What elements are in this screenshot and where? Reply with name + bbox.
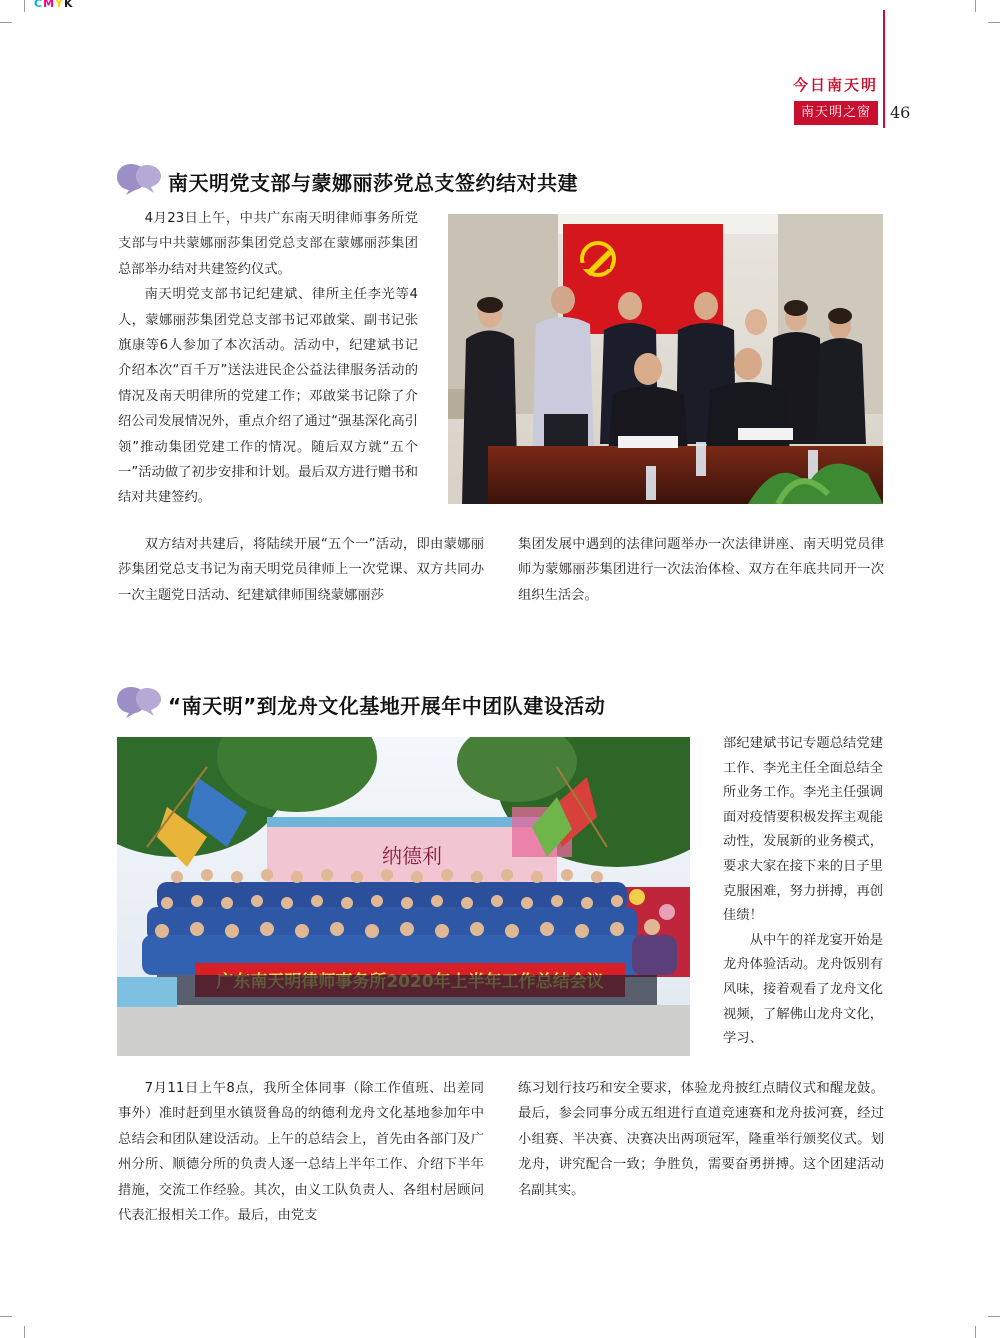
article1-paragraph-3-left: 双方结对共建后，将陆续开展“五个一”活动，即由蒙娜丽莎集团党总支书记为南天明党员律师上一次党课、双方共同办一次主题党日活动、纪建斌律师围绕蒙娜丽莎 bbox=[118, 537, 484, 603]
column-title: 今日南天明 bbox=[792, 76, 878, 94]
section-tag: 南天明之窗 bbox=[794, 101, 878, 125]
speech-bubbles-icon bbox=[116, 685, 162, 719]
article2-right-paragraph-1: 部纪建斌书记专题总结党建工作、李光主任全面总结全所业务工作。李光主任强调面对疫情要积极发挥主观能动性，发展新的业务模式，要求大家在接下来的日子里克服困难，努力拼搏，再创佳绩！ bbox=[723, 736, 883, 924]
crop-mark bbox=[24, 0, 25, 12]
cmyk-c: C bbox=[34, 0, 44, 10]
article2-right-column bbox=[723, 732, 883, 1052]
article1-text-column bbox=[118, 206, 418, 511]
article2-bottom-right bbox=[518, 1076, 884, 1203]
team-group-illustration bbox=[117, 737, 690, 1056]
article2-right-paragraph-2: 从中午的祥龙宴开始是龙舟体验活动。龙舟饭别有风味，接着观看了龙舟文化视频，了解佛山龙舟文化，学习、 bbox=[723, 932, 883, 1047]
cmyk-print-mark bbox=[34, 0, 74, 10]
article2-paragraph-continued: 练习划行技巧和安全要求，体验龙舟披红点睛仪式和醒龙鼓。最后，参会同事分成五组进行直道竞速赛和龙舟拔河赛，经过小组赛、半决赛、决赛决出两项冠军，隆重举行颁奖仪式。划龙舟，讲究配合一致；争胜负，需要奋勇拼搏。这个团建活动名副其实。 bbox=[518, 1081, 884, 1198]
speech-bubbles-icon bbox=[116, 162, 162, 196]
backdrop-text: 纳德利 bbox=[382, 844, 442, 868]
article2-paragraph-1: 7月11日上午8点，我所全体同事（除工作值班、出差同事外）准时赶到里水镇贤鲁岛的纳德利龙舟文化基地参加年中总结会和团队建设活动。上午的总结会上，首先由各部门及广州分所、顺德分所的负责人逐一总结上半年工作、介绍下半年措施，交流工作经验。其次，由义工队负责人、各组村居顾问代表汇报相关工作。最后，由党支 bbox=[118, 1081, 484, 1224]
page-number: 46 bbox=[890, 103, 911, 122]
team-group-photo bbox=[117, 737, 690, 1056]
crop-mark bbox=[975, 0, 976, 12]
article1-bottom-left bbox=[118, 532, 484, 608]
cmyk-k: K bbox=[64, 0, 74, 10]
article1-paragraph-1: 4月23日上午，中共广东南天明律师事务所党支部与中共蒙娜丽莎集团党总支部在蒙娜丽莎集团总部举办结对共建签约仪式。 bbox=[118, 211, 418, 277]
crop-mark bbox=[988, 1316, 1000, 1317]
article2-bottom-left bbox=[118, 1076, 484, 1228]
crop-mark bbox=[975, 1326, 976, 1338]
article1-bottom-right bbox=[518, 532, 884, 608]
crop-mark bbox=[0, 22, 12, 23]
crop-mark bbox=[988, 22, 1000, 23]
crop-mark bbox=[0, 1316, 12, 1317]
article1-paragraph-3-right: 集团发展中遇到的法律问题举办一次法律讲座、南天明党员律师为蒙娜丽莎集团进行一次法治体检、双方在年底共同开一次组织生活会。 bbox=[518, 537, 884, 603]
article1-heading: 南天明党支部与蒙娜丽莎党总支签约结对共建 bbox=[168, 171, 578, 195]
article1-paragraph-2: 南天明党支部书记纪建斌、律所主任李光等4人，蒙娜丽莎集团党总支部书记邓啟棠、副书记张旗康等6人参加了本次活动。活动中，纪建斌书记介绍本次“百千万”送法进民企公益法律服务活动的情况及南天明律所的党建工作；邓啟棠书记除了介绍公司发展情况外，重点介绍了通过“强基深化高引领”推动集团党建工作的情况。随后双方就“五个一”活动做了初步安排和计划。最后双方进行赠书和结对共建签约。 bbox=[118, 287, 418, 506]
signing-ceremony-illustration bbox=[448, 214, 883, 504]
cmyk-m: M bbox=[43, 0, 56, 10]
header-divider bbox=[883, 10, 885, 128]
signing-ceremony-photo bbox=[448, 214, 883, 504]
article2-heading: “南天明”到龙舟文化基地开展年中团队建设活动 bbox=[168, 694, 606, 718]
cmyk-y: Y bbox=[55, 0, 64, 10]
crop-mark bbox=[24, 1326, 25, 1338]
